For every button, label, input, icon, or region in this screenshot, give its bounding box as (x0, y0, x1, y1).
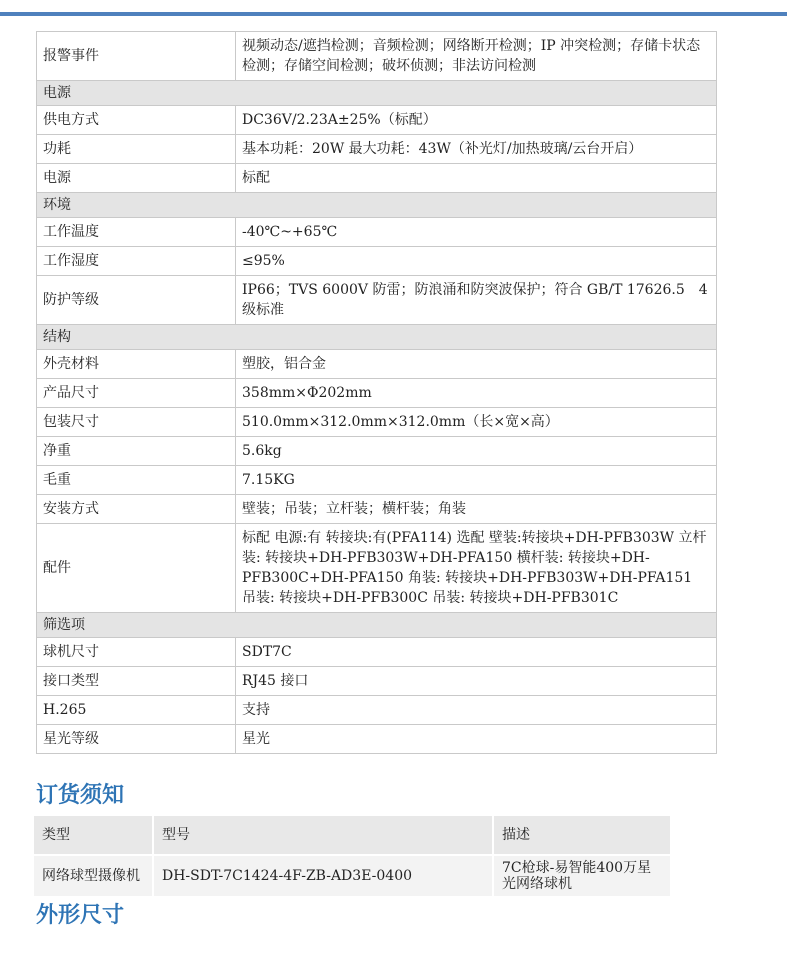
top-accent-bar (0, 12, 787, 16)
section-header (37, 613, 717, 638)
order-type-cell: 网络球型摄像机 (34, 856, 152, 896)
spec-value: 视频动态/遮挡检测；音频检测；网络断开检测；IP 冲突检测；存储卡状态检测；存储空间检测；破坏侦测；非法访问检测 (236, 32, 717, 81)
table-row (37, 164, 717, 193)
spec-value: ≤95% (236, 247, 717, 276)
table-row (37, 638, 717, 667)
spec-value: 7.15KG (236, 466, 717, 495)
spec-key: 外壳材料 (37, 350, 236, 379)
table-row (37, 725, 717, 754)
spec-value: DC36V/2.23A±25%（标配） (236, 106, 717, 135)
table-row (37, 379, 717, 408)
table-row (37, 437, 717, 466)
spec-key: 包装尺寸 (37, 408, 236, 437)
section-title: 电源 (37, 81, 717, 106)
spec-value: 358mm×Φ202mm (236, 379, 717, 408)
spec-key: 球机尺寸 (37, 638, 236, 667)
spec-key: 工作湿度 (37, 247, 236, 276)
table-row (37, 495, 717, 524)
table-row (37, 276, 717, 325)
table-row (37, 106, 717, 135)
header-model: 型号 (154, 816, 492, 854)
spec-key: 防护等级 (37, 276, 236, 325)
table-row (37, 247, 717, 276)
spec-value: RJ45 接口 (236, 667, 717, 696)
order-info-heading: 订货须知 (36, 783, 125, 808)
spec-value: 标配 (236, 164, 717, 193)
spec-value: 510.0mm×312.0mm×312.0mm（长×宽×高） (236, 408, 717, 437)
table-row (37, 408, 717, 437)
section-title: 结构 (37, 325, 717, 350)
table-row (37, 696, 717, 725)
spec-key: 毛重 (37, 466, 236, 495)
spec-key: 接口类型 (37, 667, 236, 696)
spec-value: 塑胶，铝合金 (236, 350, 717, 379)
spec-key: 配件 (37, 524, 236, 613)
spec-key: 星光等级 (37, 725, 236, 754)
spec-value: 星光 (236, 725, 717, 754)
table-row (37, 135, 717, 164)
order-table-header (34, 816, 670, 854)
section-title: 环境 (37, 193, 717, 218)
section-title: 筛选项 (37, 613, 717, 638)
section-header (37, 325, 717, 350)
spec-value: 支持 (236, 696, 717, 725)
table-row (37, 466, 717, 495)
spec-key: 功耗 (37, 135, 236, 164)
header-type: 类型 (34, 816, 152, 854)
spec-table (36, 31, 717, 754)
spec-key: 安装方式 (37, 495, 236, 524)
spec-key: 报警事件 (37, 32, 236, 81)
section-header (37, 193, 717, 218)
spec-value: -40℃~+65℃ (236, 218, 717, 247)
spec-key: 产品尺寸 (37, 379, 236, 408)
spec-value: 基本功耗：20W 最大功耗：43W（补光灯/加热玻璃/云台开启） (236, 135, 717, 164)
table-row (37, 218, 717, 247)
spec-key: 电源 (37, 164, 236, 193)
spec-key: 工作温度 (37, 218, 236, 247)
table-row (37, 524, 717, 613)
table-row (37, 32, 717, 81)
spec-key: H.265 (37, 696, 236, 725)
spec-value: 标配 电源:有 转接块:有(PFA114) 选配 壁装:转接块+DH-PFB303W 立杆装: 转接块+DH-PFB303W+DH-PFA150 横杆装: 转接块+DH-PFB300C+DH-PFA150 角装: 转接块+DH-PFB303W+DH-PFA151 吊装: 转接块+DH-PFB300C 吊装: 转接块+DH-PFB301C (236, 524, 717, 613)
spec-value: IP66；TVS 6000V 防雷；防浪涌和防突波保护；符合 GB/T 17626.5 4 级标准 (236, 276, 717, 325)
outline-dimensions-heading: 外形尺寸 (36, 903, 125, 928)
table-row (34, 856, 670, 896)
table-row (37, 350, 717, 379)
table-row (37, 667, 717, 696)
order-model-cell: DH-SDT-7C1424-4F-ZB-AD3E-0400 (154, 856, 492, 896)
spec-value: 5.6kg (236, 437, 717, 466)
spec-key: 供电方式 (37, 106, 236, 135)
spec-key: 净重 (37, 437, 236, 466)
order-description-cell: 7C枪球-易智能400万星光网络球机 (494, 856, 670, 896)
order-table (32, 814, 672, 898)
spec-value: SDT7C (236, 638, 717, 667)
header-description: 描述 (494, 816, 670, 854)
spec-value: 壁装；吊装；立杆装；横杆装；角装 (236, 495, 717, 524)
section-header (37, 81, 717, 106)
